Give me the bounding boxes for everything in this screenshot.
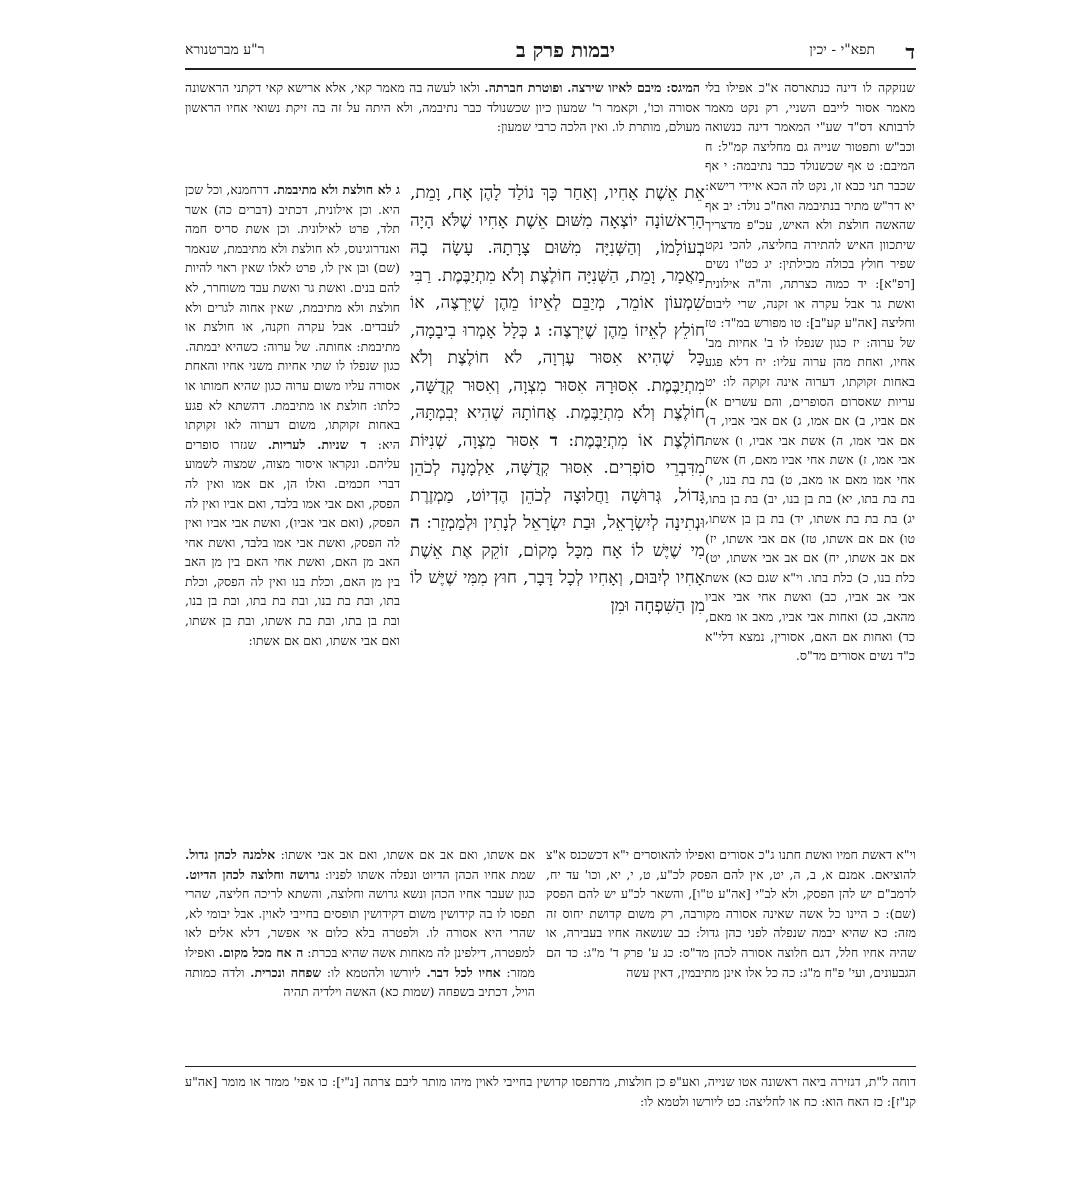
tractate-title: יבמות פרק ב: [515, 38, 615, 62]
bottom-left-text: אם אשתו, ואם אב אם אשתו, ואם אב אבי אשתו:: [280, 847, 535, 862]
commentary-title-right: תפא"י - יכין: [809, 42, 875, 58]
commentary-left-g-text: דרחמנא, וכל שכן היא. וכן אילונית, דכתיב (דברים כה) אשר תלד, פרט לאילונית. וכן אשת סריס חמה ואנדרוגינוס, לא חולצת ולא מתיבמת, שנאמר (שם) ובן אין לו, פרט לאלו שאין ראוי להיות להם בנים. ואשת גר ואשת עבד משוחרר, לא חולצת ולא מתיבמת, שאין אחוה לגרים ולא לעבדים. אבל עקרה וזקנה, או חולצת או מתיבמת: אחותה. של ערוה: כשהיא יבמתה. כגון שנפלו לו שתי אחיות משני אחיו והאחת אסורה עליו משום ערוה כגון שהיא חמותו או כלתו: חולצת או מתיבמת. דהשתא לא פגע באחות זקוקתו, משום דערוה לאו זקוקתו היא:: [185, 182, 400, 452]
bottom-left-ach-text: ליורשו ולהטמא לו:: [326, 964, 421, 980]
bottom-left-shif-text: ולדה כמותה הויל, דכתיב בשפחה (שמות כא) האשה וילדיה תהיה: [185, 964, 535, 1000]
bottom-left-h-text: ואפילו ממזר:: [185, 944, 535, 980]
page-letter: ד: [905, 40, 915, 64]
mishnah-letter-g: ג: [534, 320, 541, 341]
mishnah-text-g: כְּלָל אָמְרוּ בִיבָמָה, כָּל שֶׁהִיא אִסּוּר עֶרְוָה, לֹא חוֹלֶצֶת וְלֹא מִתְיַבֶּמֶת. אִסּוּרָהּ אִסּוּר מִצְוָה, וְאִסּוּר קְדֻשָּׁה, חוֹלֶצֶת וְלֹא מִתְיַבֶּמֶת. אֲחוֹתָהּ שֶׁהִיא יְבִמְתָּהּ, חוֹלֶצֶת אוֹ מִתְיַבֶּמֶת:: [410, 320, 705, 451]
bottom-left-ach-heading: אחיו לכל דבר.: [426, 964, 501, 980]
bottom-left-ger-text: כגון שעבר אחיו הכהן ונשא גרושה וחלוצה, והשתא לריכה חליצה, שהרי תפסו לו בה קידושין משום דקידושין תופסים בחייבי לאוין. אבל יבומי לא, שהרי היא אסורה לו. ולפטרה בלא כלום אי אפשר, דלא אלים לאו למפטרה, דילפינן לה מאחות אשה שהיא בכרת:: [185, 886, 535, 960]
bottom-left-alm-heading: אלמנה לכהן גדול.: [185, 847, 276, 862]
header-rule: [185, 68, 916, 70]
commentary-left-d-text: שגזרו סופרים עליהם. ונקראו איסור מצוה, שמצוה לשמוע דברי חכמים. ואלו הן, אם אמו ואין לה הפסק, ואם אבי אמו בלבד, ואם אביו ואין לה הפסק, (ואם אבי אביו), ואשת אבי אביו ואין לה הפסק, ואשת אבי אמו בלבד, ואשת אחי האב מן האם, ואשת אחי האם בין מן האב בין מן האם, וכלת בנו ואין לה הפסק, וכלת בתו, ובת בת בנו, ובת בת בתו, ובת בן בנו, ובת בן בתו, ובת בת אשתו, ובת בן אשתו, ואם אבי אשתו, ואם אם אשתו:: [185, 436, 400, 648]
bottom-right-commentary: [546, 845, 916, 982]
commentary-left-g-heading: ג לא חולצת ולא מתיבמת.: [272, 182, 400, 197]
commentary-left-heading: המיגס: מיבם לאיזו שירצה. ופוטרת חברתה.: [484, 80, 700, 95]
commentary-right-text: שנזקקה לו דינה כנתארסה א"כ אפילו בלי מאמר אסור לייבם השניי, רק נקט מאמר לרבותא דס"ד שע"י המאמר דינה כנשואה וכב"ש ותפטור שנייה גם מחליצה קמ"ל: ח המיבם: ט אף שכשנולד כבר נתיבמה: י אף שכבר תני כבא זו, נקט לה הכא איידי רישא: יא דר"ש מתיר בנתיבמה ואח"כ נולד: יב אף שהאשה חולצת ולא האיש, עכ"פ מדצריך שיתכוון האיש להתירה בחליצה, להכי נקט שפיר חולץ בכולה מכילתין: יג כט"ו נשים [רפ"א]: יד כמוה כצרתה, וה"ה אילונית ואשת גר אבל עקרה או זקנה, שרי ליבום וחליצה [אה"ע קע"ב]: טו מפורש במ"ד: טז של ערוה: יז כגון שנפלו לו ב' אחיות מב' אחיו, ואחת מהן ערוה עליו: יח דלא פגע באחות זקוקתו, דערוה אינה זקוקה לו: יט עריות שאסרום הסופרים, והם עשרים א) אם אביו, ב) אם אמו, ג) אם אבי אביו, ד) אם אבי אמו, ה) אשת אבי אביו, ו) אשת אבי אמו, ז) אשת אחי אביו מאם, ח) אשת אחי אמו מאם או מאב, ט) בת בת בנו, י) בת בת בתו, יא) בת בן בנו, יב) בת בן בתו, יג) בת בת בת אשתו, יד) בת בן בן אשתו, טו) אם אם אשתו, טז) אם אבי אשתו, יז) אם אב אשתו, יח) אם אב אבי אשתו, יט) כלת בנו, כ) כלת בתו. וי"א שגם כא) אשת אבי אב אביו, כב) ואשת אחי אבי אביו מהאב, כג) ואחות אבי אביו, מאב או מאם, כד) ואחות אם האם, אסורין, נמצא דלי"א כ"ד נשים אסורים מד"ס.: [705, 80, 915, 664]
bottom-left-h-heading: ה אח מכל מקום.: [218, 944, 304, 960]
mishnah-letter-h: ה: [410, 513, 420, 533]
bottom-left-shif-heading: שפחה ונכרית.: [250, 964, 322, 980]
mishnah-text: אֵת אֵשֶׁת אָחִיו, וְאַחַר כָּךְ נוֹלַד לָהֶן אָח, וָמֵת, הָרִאשׁוֹנָה יוֹצְאָה מִשּׁוּם אֵשֶׁת אָחִיו שֶׁלֹּא הָיָה בְעוֹלָמוֹ, וְהַשְּׁנִיָּה מִשּׁוּם צָרָתָהּ. עָשָׂה בָהּ מַאֲמָר, וָמֵת, הַשְּׁנִיָּה חוֹלֶצֶת וְלֹא מִתְיַבֶּמֶת. רַבִּי שִׁמְעוֹן אוֹמֵר, מְיַבֵּם לְאֵיזוֹ מֵהֶן שֶׁיִּרְצֶה, אוֹ חוֹלֵץ לְאֵיזוֹ מֵהֶן שֶׁיִּרְצֶה:: [410, 183, 705, 341]
commentary-left-column: [185, 180, 400, 845]
mishnah-text-h: מִי שֶׁיֶּשׁ לוֹ אָח מִכָּל מָקוֹם, זוֹקֵק אֶת אֵשֶׁת אָחִיו לְיִבּוּם, וְאָחִיו לְכָל דָּבָר, חוּץ מִמִּי שֶׁיֶּשׁ לוֹ מִן הַשִּׁפְחָה וּמִן: [410, 540, 705, 616]
commentary-title-left: ר"ע מברטנורא: [185, 42, 265, 58]
mishnah-text-block: [410, 180, 705, 840]
page-header: [185, 36, 915, 64]
bottom-right-text: וי"א דאשת חמיו ואשת חתנו ג"כ אסורים ואפילו להאוסרים י"א דכשכנס א"צ להוציאם. אמנם א, ב, ה, יט, אין להם הפסק לכ"ע, ט, י, יא, וכו' עד יח, לרמב"ם יש להן הפסק, ולא לב"י [אה"ע ט"ו], והשאר לכ"ע יש להם הפסק (שם): כ היינו כל אשה שאינה אסורה מקורבה, רק משום קדושת יחוס זה מזה: כא שהיא יבמה שנפלה לפני כהן גדול: כב שנשאה אחיו בעבירה, או שהיה אחיו חלל, דגם חלוצה אסורה לכהן מד"ס: כג ע' פרק ד' מ"ג: כד הם הגבעונים, ועי' פ"ח מ"ג: כה כל אלו אינן מתיבמין, דאין עשה: [546, 847, 916, 980]
footer-rule: [185, 1066, 916, 1067]
commentary-left-top: [185, 78, 700, 174]
bottom-left-commentary: [185, 845, 535, 1002]
bottom-left-alm-text: שמת אחיו הכהן הדיוט ונפלה אשתו לפניו:: [324, 866, 536, 882]
page-footer-commentary: [185, 1072, 916, 1112]
commentary-left-d-heading: ד שניות. לעריות.: [267, 436, 367, 452]
commentary-right-column: [705, 78, 915, 838]
footer-text: דוחה ל"ת, דגזירה ביאה ראשונה אטו שנייה, ואע"פ כן חולצות, מדתפסו קדושין בחייבי לאוין מיהו מותר ליבם צרתה [נ"י]: כו אפי' ממזר או מומר [אה"ע קנ"ז]: כז האח הוא: כח או לחליצה: כט ליורשו ולטמא לו:: [185, 1074, 916, 1109]
mishnah-text-d: אִסּוּר מִצְוָה, שְׁנִיּוֹת מִדִּבְרֵי סוֹפְרִים. אִסּוּר קְדֻשָּׁה, אַלְמָנָה לְכֹהֵן גָּדוֹל, גְּרוּשָׁה וַחֲלוּצָה לְכֹהֵן הֶדְיוֹט, מַמְזֶרֶת וּנְתִינָה לְיִשְׂרָאֵל, וּבַת יִשְׂרָאֵל לְנָתִין וּלְמַמְזֵר:: [410, 430, 705, 533]
bottom-commentary-area: [185, 845, 916, 1025]
bottom-left-ger-heading: גרושה וחלוצה לכהן הדיוט.: [185, 866, 320, 882]
mishnah-letter-d: ד: [549, 430, 558, 451]
commentary-left-top-text: ולאו לעשה בה מאמר קאי, אלא ארישא קאי דקתני הראשונה אסורה וכו', וקאמר ר' שמעון כיון שכשנולד כבר נתיבמה, ולא היתה על זה בה זיקת נשואי אחיו הראשון מעולם, מותרת לו. ואין הלכה כרבי שמעון:: [185, 80, 700, 135]
